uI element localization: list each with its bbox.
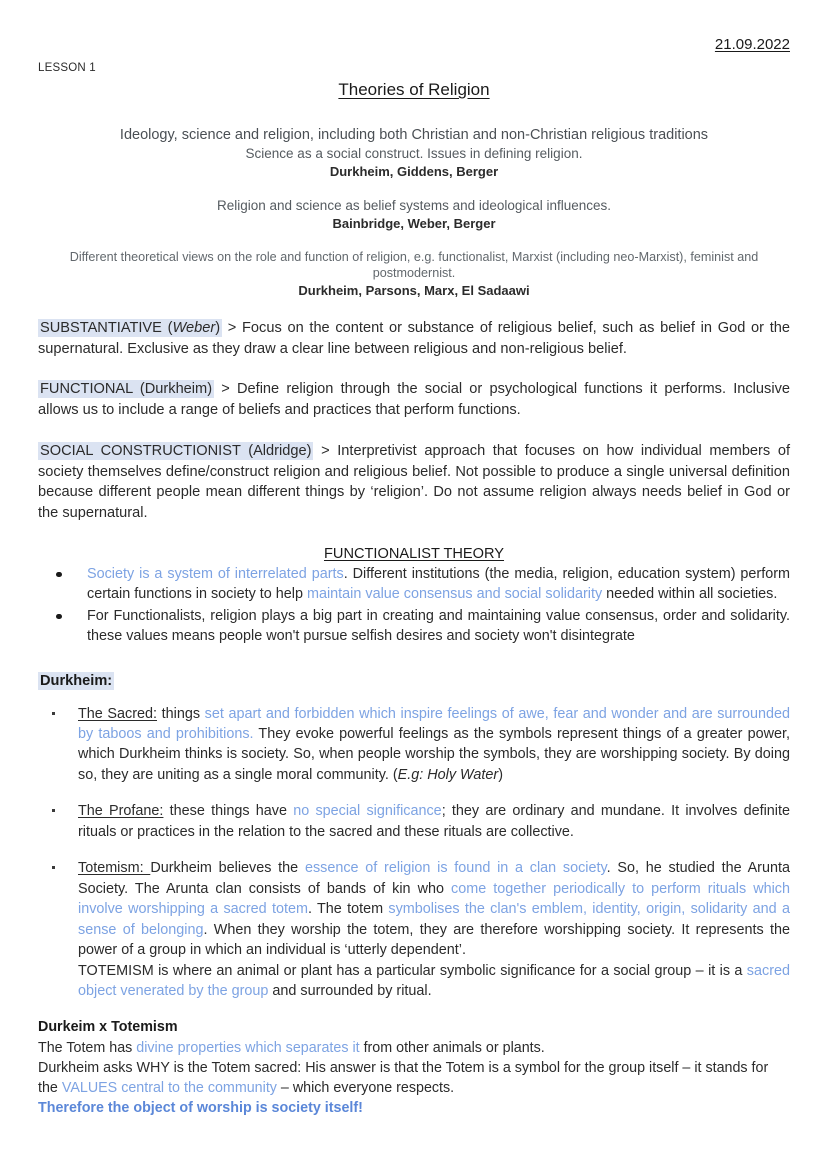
black-text: needed within all societies. [602,586,778,603]
durkheim-totemism-summary [38,1017,790,1118]
spec-theorists: Durkheim, Giddens, Berger [329,163,499,179]
black-text: – which everyone respects. [276,1080,455,1097]
spec-line: Science as a social construct. Issues in defining religion. [245,146,583,162]
list-item [38,564,790,605]
definition-body: > Focus on the content or substance of religious belief, such as belief in God or the supernatural. Exclusive as they draw a clear line between religious and non-religious belief. [38,319,790,357]
totemism-label: Totemism: [78,860,151,877]
black-text: . The totem [307,901,389,918]
durkheim-list [38,704,790,1002]
blue-text: come together periodically to perform rituals which involve worshipping a sacred totem [78,880,790,918]
document-header [38,0,790,74]
summary-conclusion: Therefore the object of worship is society itself! [38,1100,363,1117]
definition-term-highlight: SOCIAL CONSTRUCTIONIST (Aldridge) [40,442,312,459]
durkheim-heading: Durkheim: [40,672,113,689]
lesson-label: LESSON 1 [38,62,96,74]
definition-body: > Interpretivist approach that focuses on how individual members of society themselves define/construct religion and religious belief. Not possible to produce a single universal definition because different people mean different things by ‘religion’. Do not assume religion always needs belief in God or the supernatural. [38,442,790,521]
blue-text: no special significance [293,803,442,820]
list-item: For Functionalists, religion plays a big part in creating and maintaining value consensus, order and solidarity. these values means people won't pursue selfish desires and society won't disintegrate [38,606,790,647]
black-text: Durkheim asks WHY is the Totem sacred: His answer is that the Totem is a symbol for the group itself – it stands for the [38,1060,769,1097]
document-date: 21.09.2022 [714,36,790,53]
blue-text: set apart and forbidden which inspire feelings of awe, fear and wonder and are surrounded by taboos and prohibitions. [78,705,791,742]
spec-line: Ideology, science and religion, including both Christian and non-Christian religious traditions [119,127,709,143]
italic-example: E.g: Holy Water [397,766,499,783]
black-text: The Totem has [38,1040,137,1057]
definition-substantiative [38,318,790,359]
blue-text: maintain value consensus and social solidarity [306,586,603,603]
black-text: ) [498,766,503,783]
blue-text: symbolises the clan's emblem, identity, origin, solidarity and a sense of belonging [78,901,790,938]
specification-section [38,126,790,298]
spec-line: Religion and science as belief systems and ideological influences. [217,197,611,213]
spec-block [38,249,790,298]
black-text: these things have [163,803,294,820]
summary-line-2 [38,1058,790,1098]
summary-title: Durkeim x Totemism [38,1019,178,1036]
definition-social-constructionist [38,441,790,524]
black-text: TOTEMISM is where an animal or plant has a particular symbolic significance for a social group – it is a [78,962,747,979]
definition-term-italic: Weber [172,319,216,336]
definition-term-highlight: FUNCTIONAL (Durkheim) [40,381,213,398]
definition-term: SUBSTANTIATIVE ( [40,319,173,336]
black-text: They evoke powerful feelings as the symbols represent things of a greater power, which Durkheim thinks is society. So, when people worship the symbols, they are worshipping society. By doing so, they are uniting as a single moral community. ( [78,725,790,783]
black-text: things [157,705,205,722]
blue-text: sacred object venerated by the group [78,962,790,999]
definition-body: > Define religion through the social or psychological functions it performs. Inclusive allows us to include a range of beliefs and practices that perform functions. [38,381,790,419]
blue-text: VALUES central to the community [61,1080,277,1097]
page-title: Theories of Religion [338,80,490,99]
black-text: ; they are ordinary and mundane. It involves definite rituals or practices in the relation to the sacred and these rituals are collective. [78,803,790,840]
spec-theorists: Durkheim, Parsons, Marx, El Sadaawi [298,282,530,298]
black-text: . Different institutions (the media, religion, education system) perform certain functions in society to help [87,565,790,603]
spec-block [38,126,790,179]
definition-term-end: ) [215,319,221,336]
functionalist-theory-heading: FUNCTIONALIST THEORY [323,545,505,562]
profane-label: The Profane: [78,803,164,820]
sacred-label: The Sacred: [78,705,158,722]
functionalist-list [38,564,790,647]
black-text: Durkheim believes the [150,860,305,877]
list-item-sacred [38,704,790,786]
black-text: and surrounded by ritual. [268,982,432,999]
spec-line: Different theoretical views on the role and function of religion, e.g. functionalist, Marxist (including neo-Marxist), feminist and postmodernist. [69,249,759,281]
spec-block [38,197,790,231]
definition-term-highlight [38,319,222,337]
blue-text: Society is a system of interrelated parts [87,565,344,582]
blue-text: essence of religion is found in a clan society [304,860,607,877]
list-item-totemism [38,858,790,1001]
black-text: . So, he studied the Arunta Society. The Arunta clan consists of bands of kin who [78,860,790,897]
blue-text: divine properties which separates it [136,1040,360,1057]
spec-theorists: Bainbridge, Weber, Berger [332,215,496,231]
list-item-profane [38,801,790,842]
definition-functional [38,379,790,420]
summary-line-1 [38,1038,790,1058]
black-text: . When they worship the totem, they are therefore worshipping society. It represents the power of a group in which an individual is ‘utterly dependent’. [78,921,790,959]
black-text: from other animals or plants. [359,1040,545,1057]
